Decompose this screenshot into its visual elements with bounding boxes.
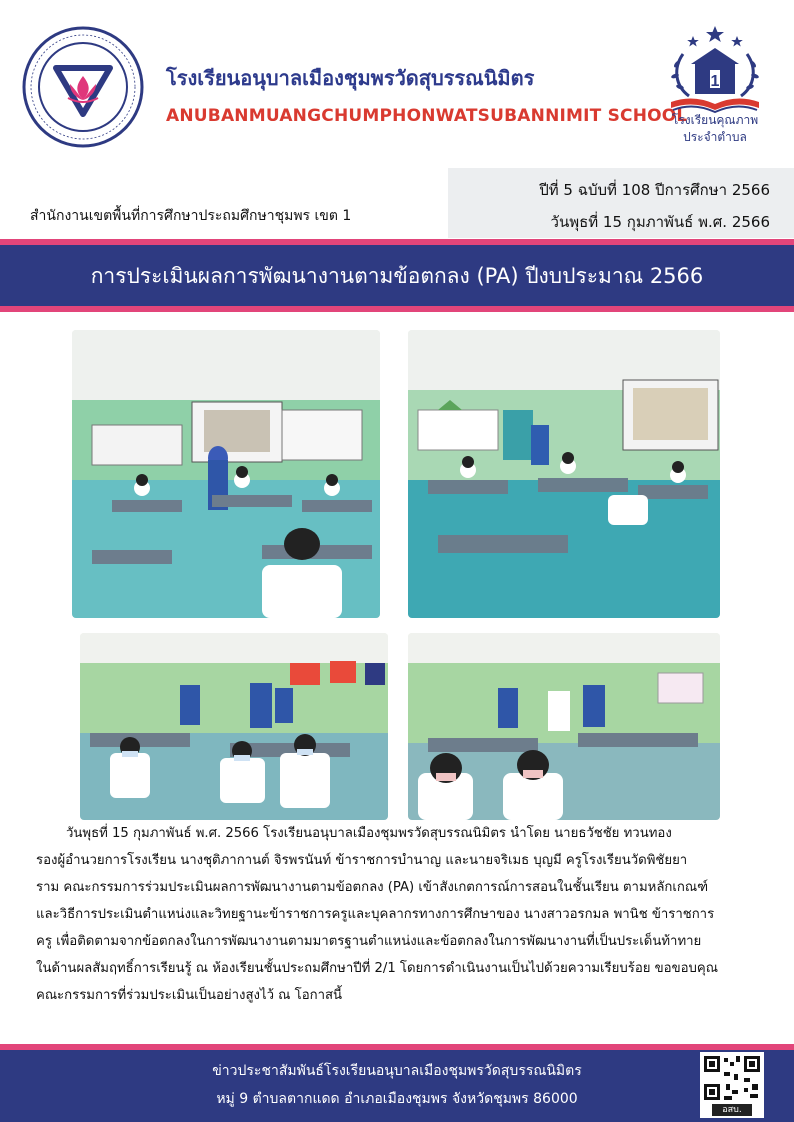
photo-classroom-1 — [72, 330, 380, 618]
classroom-photo-icon — [80, 633, 388, 820]
issue-volume: ปีที่ 5 ฉบับที่ 108 ปีการศึกษา 2566 — [539, 181, 770, 199]
quality-school-caption — [655, 112, 775, 146]
news-body — [36, 820, 784, 1009]
school-seal-lotus-icon — [22, 26, 144, 148]
body-line-5: ครู เพื่อติดตามจากข้อตกลงในการพัฒนางานตามมาตรฐานตำแหน่งและข้อตกลงในการพัฒนางานที่เป็นประเด็นท้าทาย — [36, 934, 702, 949]
school-name-english: ANUBANMUANGCHUMPHONWATSUBANNIMIT SCHOOL — [166, 106, 688, 126]
body-line-7: คณะกรรมการที่ร่วมประเมินเป็นอย่างสูงไว้ ณ โอกาสนี้ — [36, 988, 343, 1003]
photo-classroom-3 — [80, 633, 388, 820]
photo-classroom-2 — [408, 330, 720, 618]
school-name-thai: โรงเรียนอนุบาลเมืองชุมพรวัดสุบรรณนิมิตร — [166, 66, 535, 90]
classroom-photo-icon — [408, 330, 720, 618]
issue-date: วันพุธที่ 15 กุมภาพันธ์ พ.ศ. 2566 — [550, 213, 770, 231]
education-office: สำนักงานเขตพื้นที่การศึกษาประถมศึกษาชุมพร เขต 1 — [30, 208, 352, 224]
footer-address: หมู่ 9 ตำบลตากแดด อำเภอเมืองชุมพร จังหวัดชุมพร 86000 — [216, 1091, 578, 1107]
photo-classroom-4 — [408, 633, 720, 820]
quality-school-caption-line1: โรงเรียนคุณภาพ — [671, 113, 759, 127]
classroom-photo-icon — [408, 633, 720, 820]
title-bottom-stripe — [0, 306, 794, 312]
news-title: การประเมินผลการพัฒนางานตามข้อตกลง (PA) ปีงบประมาณ 2566 — [90, 264, 704, 288]
body-line-3: ราม คณะกรรมการร่วมประเมินผลการพัฒนางานตามข้อตกลง (PA) เข้าสังเกตการณ์การสอนในชั้นเรียน ตามหลักเกณฑ์ — [36, 880, 709, 895]
footer-publisher: ข่าวประชาสัมพันธ์โรงเรียนอนุบาลเมืองชุมพรวัดสุบรรณนิมิตร — [212, 1063, 582, 1079]
body-line-6: ในด้านผลสัมฤทธิ์การเรียนรู้ ณ ห้องเรียนชั้นประถมศึกษาปีที่ 2/1 โดยการดำเนินงานเป็นไปด้วยความเรียบร้อย ขอขอบคุณ — [36, 961, 718, 976]
qr-label: อสบ. — [712, 1104, 752, 1116]
body-line-4: และวิธีการประเมินตำแหน่งและวิทยฐานะข้าราชการครูและบุคลากรทางการศึกษาของ นางสาวอรกมล พานิช ข้าราชการ — [36, 907, 715, 922]
body-line-2: รองผู้อำนวยการโรงเรียน นางชุติภากานต์ จิรพรนันท์ ข้าราชการบำนาญ และนายจริเมธ บุญมี ครูโรงเรียนวัดพิชัยยา — [36, 853, 688, 868]
quality-school-caption-line2: ประจำตำบล — [683, 130, 747, 144]
body-line-1: วันพุธที่ 15 กุมภาพันธ์ พ.ศ. 2566 โรงเรียนอนุบาลเมืองชุมพรวัดสุบรรณนิมิตร นำโดย นายธวัชชัย ทวนทอง — [66, 826, 672, 841]
svg-text:1: 1 — [710, 73, 720, 90]
classroom-photo-icon — [72, 330, 380, 618]
school-seal-logo — [22, 26, 144, 148]
